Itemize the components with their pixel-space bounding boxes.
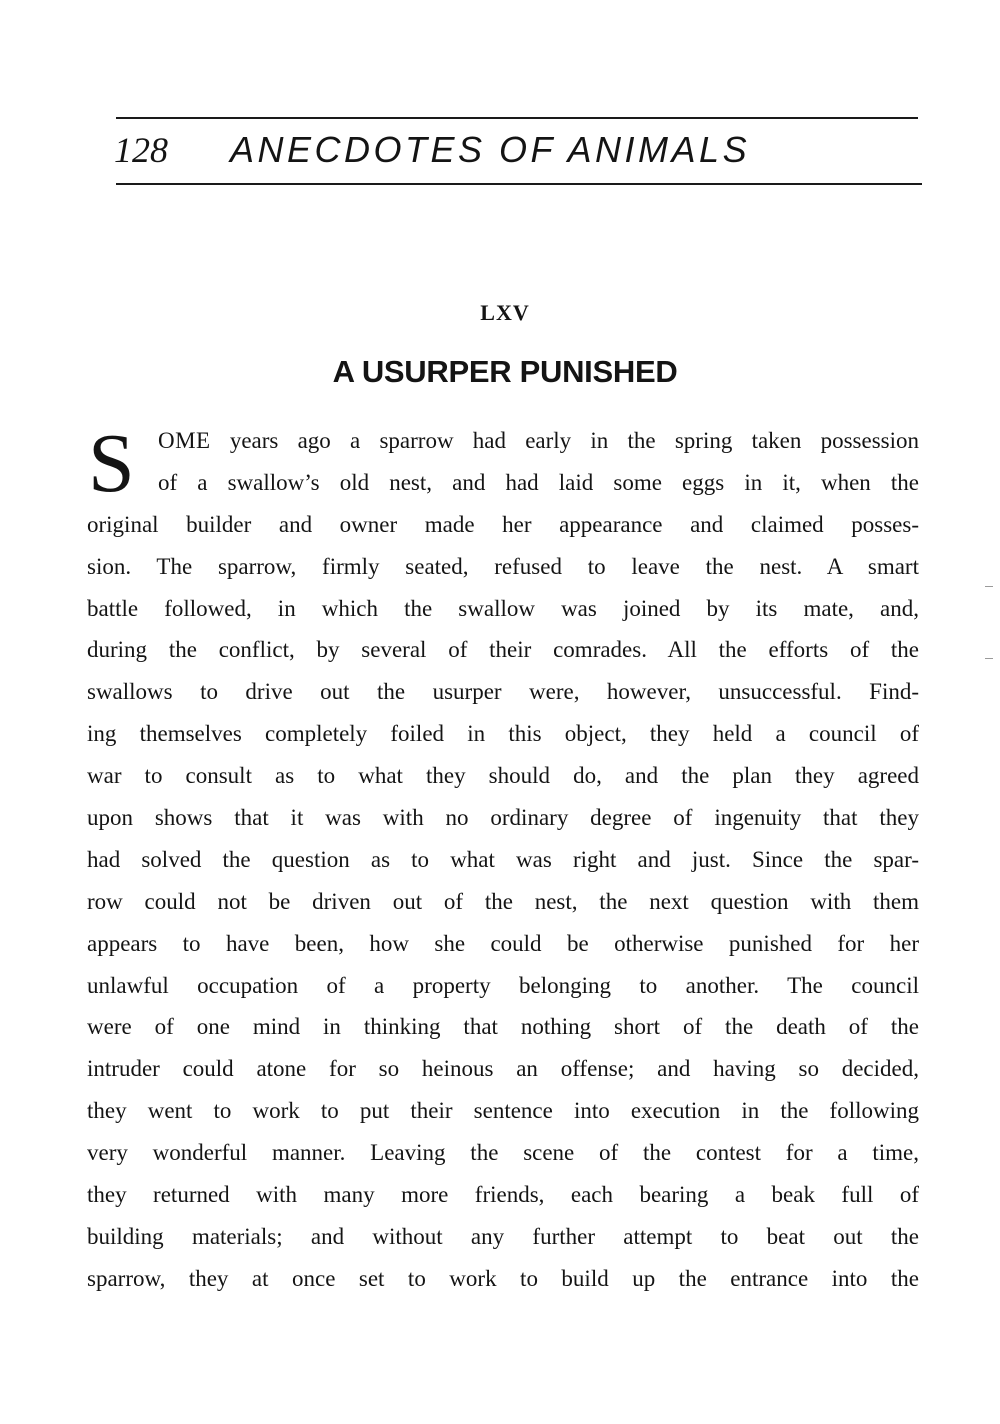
first-line-text: years ago a sparrow had early in the spring taken possession [210,428,919,453]
running-head [114,126,934,178]
chapter-title: A USURPER PUNISHED [332,354,678,389]
header-bottom-rule [116,183,922,185]
margin-mark [985,586,993,587]
text-line: were of one mind in thinking that nothing short of the death of the [87,1014,919,1040]
text-line: upon shows that it was with no ordinary degree of ingenuity that they [87,805,919,831]
text-line [87,420,919,462]
running-title: ANECDOTES OF ANIMALS [230,129,751,170]
text-line: had solved the question as to what was right and just. Since the spar- [87,846,919,872]
text-line: war to consult as to what they should do, and the plan they agreed [87,763,919,789]
header-top-rule [116,117,918,119]
text-line: very wonderful manner. Leaving the scene of the contest for a time, [87,1140,919,1166]
drop-cap: S [88,417,135,510]
text-line: unlawful occupation of a property belonging to another. The council [87,972,919,998]
text-line: sion. The sparrow, firmly seated, refused to leave the nest. A smart [87,553,919,579]
text-line: they returned with many more friends, each bearing a beak full of [87,1182,919,1208]
text-line: sparrow, they at once set to work to build up the entrance into the [87,1265,919,1291]
text-line: building materials; and without any further attempt to beat out the [87,1223,919,1249]
text-line: intruder could atone for so heinous an offense; and having so decided, [87,1056,919,1082]
first-word: OME [158,428,211,453]
text-line: swallows to drive out the usurper were, however, unsuccessful. Find- [87,679,919,705]
text-line: of a swallow’s old nest, and had laid some eggs in it, when the [158,469,919,495]
text-line: battle followed, in which the swallow was joined by its mate, and, [87,595,919,621]
page-number: 128 [114,130,168,170]
body-text [87,417,919,1300]
text-line: row could not be driven out of the nest, the next question with them [87,888,919,914]
chapter-number: LXV [480,300,530,325]
text-line: they went to work to put their sentence into execution in the following [87,1098,919,1124]
margin-mark [985,658,993,659]
text-line: ing themselves completely foiled in this object, they held a council of [87,721,919,747]
text-line: original builder and owner made her appearance and claimed posses- [87,511,919,537]
text-line: appears to have been, how she could be otherwise punished for her [87,930,919,956]
text-line: during the conflict, by several of their comrades. All the efforts of the [87,637,919,663]
